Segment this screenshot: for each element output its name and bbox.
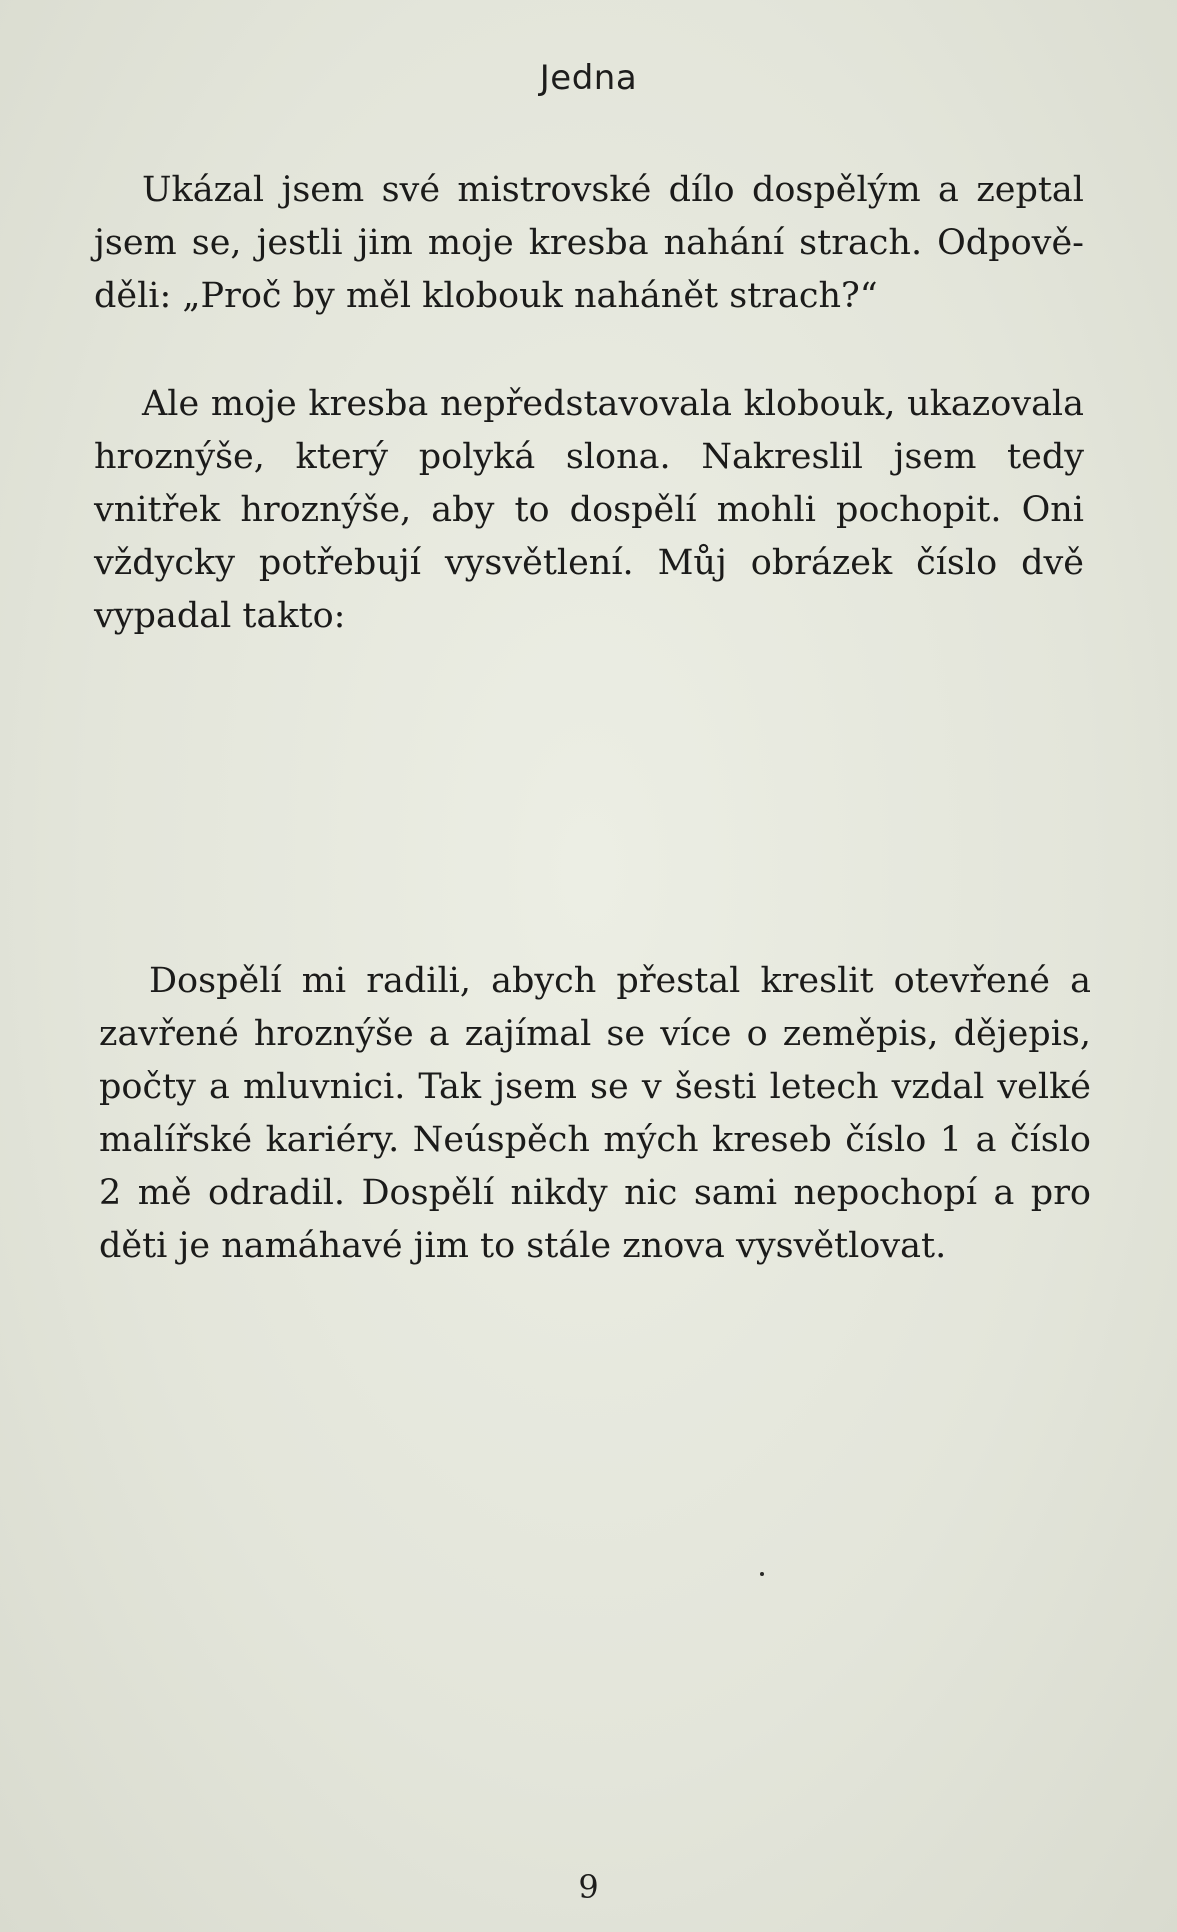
paragraph-3: Dospělí mi radili, abych přestal kreslit otevřené a zavřené hroznýše a zajímal se více o zeměpis, dějepis, počty a mluvnici. Tak jsem se v šesti letech vzdal velké malířské kariéry. Neúspěch mých kreseb číslo 1 a číslo 2 mě odradil. Dospělí nikdy nic sami nepochopí a pro děti je namáhavé jim to stále znova vysvětlovat. — [99, 961, 1091, 1266]
page-number: 9 — [578, 1868, 599, 1906]
paragraph-1: Ukázal jsem své mistrovské dílo dospělým a zeptal jsem se, jestli jim moje kresba nahání strach. Odpověděli: „Proč by měl klobouk nahánět strach?“ — [94, 170, 1084, 316]
chapter-title: Jedna — [539, 58, 638, 98]
paragraph-2: Ale moje kresba nepředstavovala klobouk, ukazovala hroznýše, který polyká slona. Nakreslil jsem tedy vnitřek hroznýše, aby to dospělí mohli pochopit. Oni vždycky potřebují vysvětlení. Můj obrázek číslo dvě vypadal takto: — [94, 384, 1084, 636]
ink-speck — [760, 1572, 764, 1576]
